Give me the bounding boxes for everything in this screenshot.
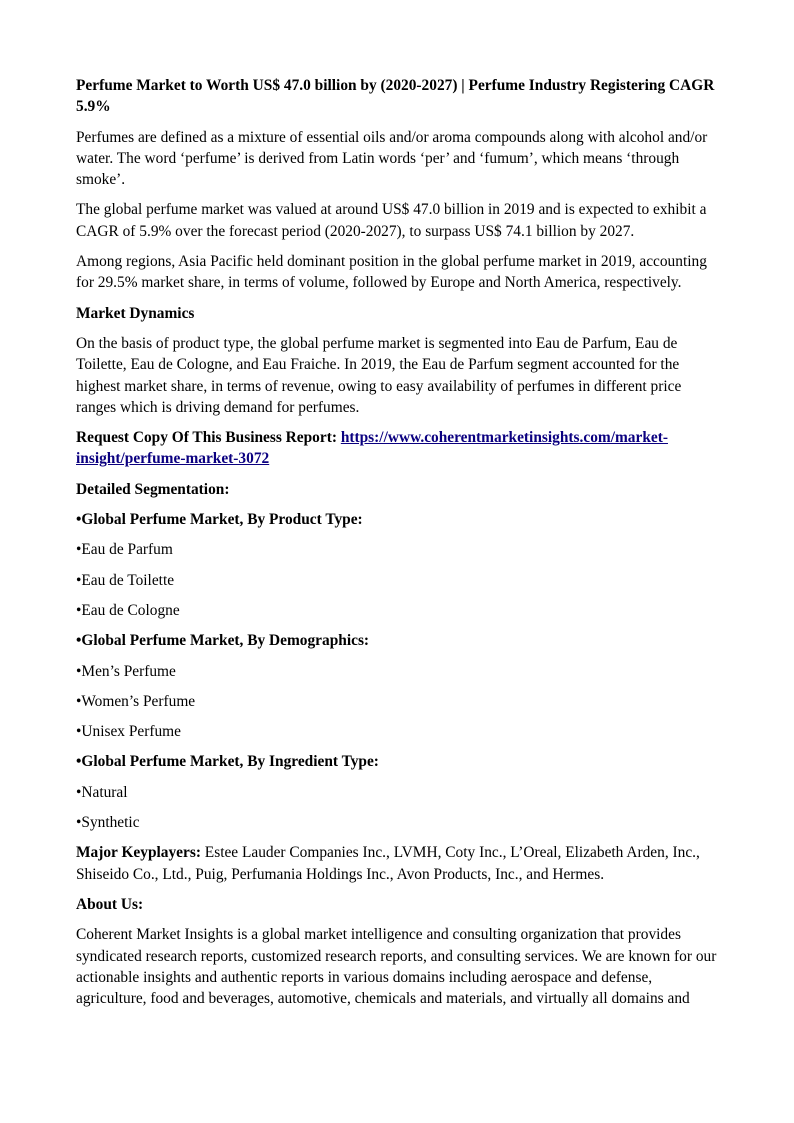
market-dynamics-paragraph: On the basis of product type, the global perfume market is segmented into Eau de Parfum, Eau de Toilette, Eau de Cologne, and Eau Fraiche. In 2019, the Eau de Parfum segment accounted for the highest market share, in terms of revenue, owing to easy availability of perfumes in different price ranges which is driving demand for perfumes. — [76, 334, 682, 416]
list-item: •Eau de Cologne — [76, 601, 180, 619]
about-us-paragraph: Coherent Market Insights is a global market intelligence and consulting organization that provides syndicated research reports, customized research reports, and consulting services. We are known for our actionable insights and authentic reports in various domains including aerospace and defense, agriculture, food and beverages, automotive, chemicals and materials, and virtually all domains and — [76, 926, 717, 1008]
request-copy-line — [76, 427, 718, 470]
market-value-paragraph: The global perfume market was valued at around US$ 47.0 billion in 2019 and is expected to exhibit a CAGR of 5.9% over the forecast period (2020-2027), to surpass US$ 74.1 billion by 2027. — [76, 201, 707, 240]
report-link[interactable]: https://www.coherentmarketinsights.com/market-insight/perfume-market-3072 — [76, 429, 668, 468]
segmentation-heading: Detailed Segmentation: — [76, 480, 230, 498]
demographics-heading: •Global Perfume Market, By Demographics: — [76, 632, 370, 650]
ingredient-type-heading: •Global Perfume Market, By Ingredient Type: — [76, 753, 379, 771]
list-item: •Women’s Perfume — [76, 692, 196, 710]
intro-paragraph: Perfumes are defined as a mixture of essential oils and/or aroma compounds along with alcohol and/or water. The word ‘perfume’ is derived from Latin words ‘per’ and ‘fumum’, which means ‘through smoke’. — [76, 128, 708, 189]
keyplayers-label: Major Keyplayers: — [76, 844, 201, 862]
list-item: •Synthetic — [76, 814, 140, 832]
request-copy-label: Request Copy Of This Business Report: — [76, 429, 341, 447]
list-item: •Men’s Perfume — [76, 662, 176, 680]
keyplayers-paragraph — [76, 842, 718, 885]
list-item: •Eau de Toilette — [76, 571, 175, 589]
regions-paragraph: Among regions, Asia Pacific held dominant position in the global perfume market in 2019, accounting for 29.5% market share, in terms of volume, followed by Europe and North America, respectively. — [76, 253, 707, 292]
list-item: •Natural — [76, 783, 128, 801]
market-dynamics-heading: Market Dynamics — [76, 304, 195, 322]
product-type-heading: •Global Perfume Market, By Product Type: — [76, 511, 363, 529]
page-title: Perfume Market to Worth US$ 47.0 billion by (2020-2027) | Perfume Industry Registering CAGR 5.9% — [76, 77, 715, 116]
keyplayers-text: Estee Lauder Companies Inc., LVMH, Coty Inc., L’Oreal, Elizabeth Arden, Inc., Shiseido Co., Ltd., Puig, Perfumania Holdings Inc., Avon Products, Inc., and Hermes. — [76, 844, 700, 883]
list-item: •Unisex Perfume — [76, 723, 181, 741]
list-item: •Eau de Parfum — [76, 541, 173, 559]
document-page — [76, 75, 718, 1018]
about-us-heading: About Us: — [76, 895, 144, 913]
